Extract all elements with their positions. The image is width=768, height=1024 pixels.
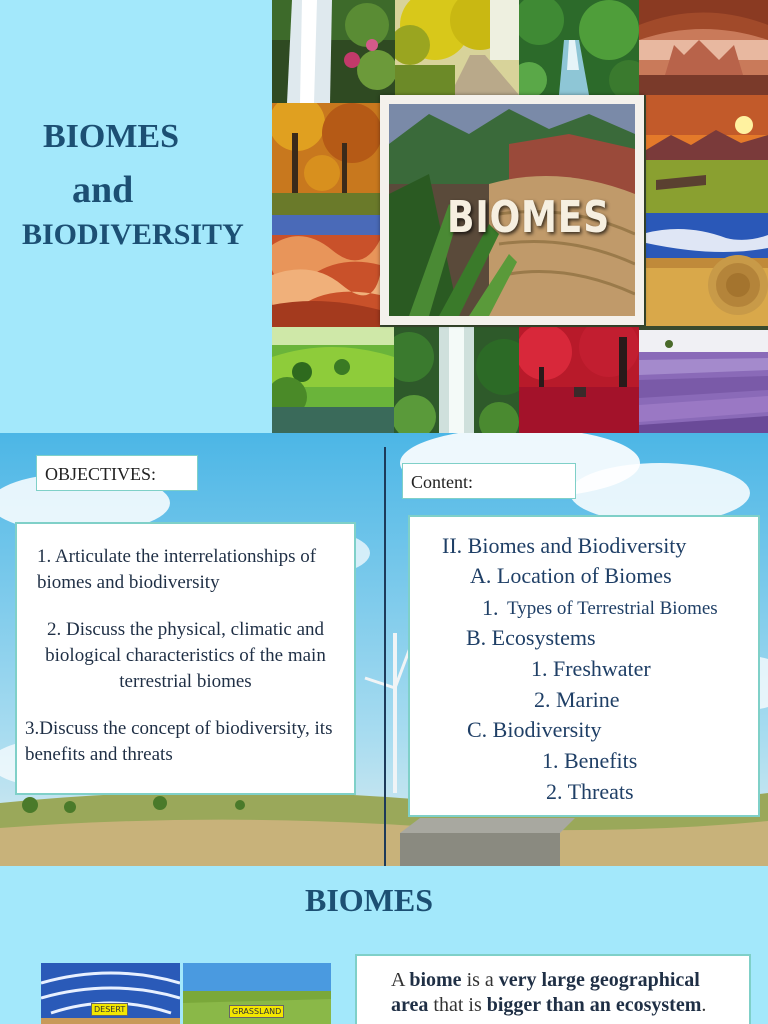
title-line-and: and bbox=[72, 169, 134, 211]
objective-item: 1. Articulate the interrelationships of biomes and biodiversity bbox=[37, 546, 317, 593]
definition-text: that is bbox=[428, 994, 487, 1016]
definition-text: is a bbox=[461, 969, 499, 991]
biomes-center-image bbox=[380, 95, 644, 325]
desert-tag: DESERT bbox=[91, 1003, 128, 1016]
canyon-arch-photo bbox=[639, 0, 768, 95]
objective-item: 3.Discuss the concept of biodiversity, its benefits and threats bbox=[25, 718, 333, 765]
outline-item: II. Biomes and Biodiversity bbox=[442, 533, 687, 558]
red-forest-photo bbox=[519, 327, 639, 433]
sunset-ranch-photo bbox=[646, 95, 768, 213]
title-slide bbox=[0, 0, 768, 433]
objectives-label: OBJECTIVES: bbox=[36, 455, 198, 491]
outline-item: 1. Benefits bbox=[542, 748, 638, 773]
definition-text: . bbox=[701, 994, 707, 1016]
title-block bbox=[0, 0, 272, 433]
biomes-center-word: BIOMES bbox=[447, 192, 611, 243]
definition-term: biome bbox=[409, 969, 462, 991]
desert-photo bbox=[41, 963, 180, 1024]
column-divider bbox=[384, 447, 386, 866]
content-label: Content: bbox=[402, 463, 576, 499]
sandstone-waves-photo bbox=[272, 215, 380, 327]
title-line-biodiversity: BIODIVERSITY bbox=[22, 218, 244, 251]
jungle-stream-photo bbox=[519, 0, 639, 95]
outline-item-number: 1. bbox=[482, 595, 499, 620]
outline-item: Types of Terrestrial Biomes bbox=[507, 598, 718, 619]
content-outline bbox=[408, 515, 760, 817]
definition-emphasis: very large geographical bbox=[498, 969, 700, 991]
outline-item: C. Biodiversity bbox=[467, 717, 602, 742]
title-line-biomes: BIOMES bbox=[43, 118, 180, 155]
objective-item: 2. Discuss the physical, climatic and biological characteristics of the main terrestrial biomes bbox=[45, 619, 326, 692]
definition-emphasis: bigger than an ecosystem bbox=[486, 994, 702, 1016]
grassland-photo bbox=[183, 963, 331, 1024]
definition-text: A bbox=[391, 969, 410, 991]
lavender-field-photo bbox=[639, 330, 768, 433]
outline-item: B. Ecosystems bbox=[466, 625, 596, 650]
autumn-forest-photo bbox=[272, 103, 380, 215]
waterfall-photo bbox=[272, 0, 395, 103]
outline-item: A. Location of Biomes bbox=[470, 563, 672, 588]
outline-item: 2. Marine bbox=[534, 687, 620, 712]
objectives-content-slide bbox=[0, 433, 768, 866]
autumn-road-photo bbox=[395, 0, 519, 95]
rainforest-falls-photo bbox=[394, 327, 519, 433]
outline-item: 2. Threats bbox=[546, 779, 634, 804]
objectives-list bbox=[15, 522, 356, 795]
biome-definition bbox=[355, 954, 751, 1024]
green-hills-photo bbox=[272, 327, 394, 433]
hay-bale-photo bbox=[646, 213, 768, 326]
biomes-slide bbox=[0, 866, 768, 1024]
outline-item: 1. Freshwater bbox=[531, 656, 651, 681]
biomes-heading: BIOMES bbox=[304, 882, 434, 918]
definition-emphasis: area bbox=[391, 994, 429, 1016]
grassland-tag: GRASSLAND bbox=[229, 1005, 284, 1018]
